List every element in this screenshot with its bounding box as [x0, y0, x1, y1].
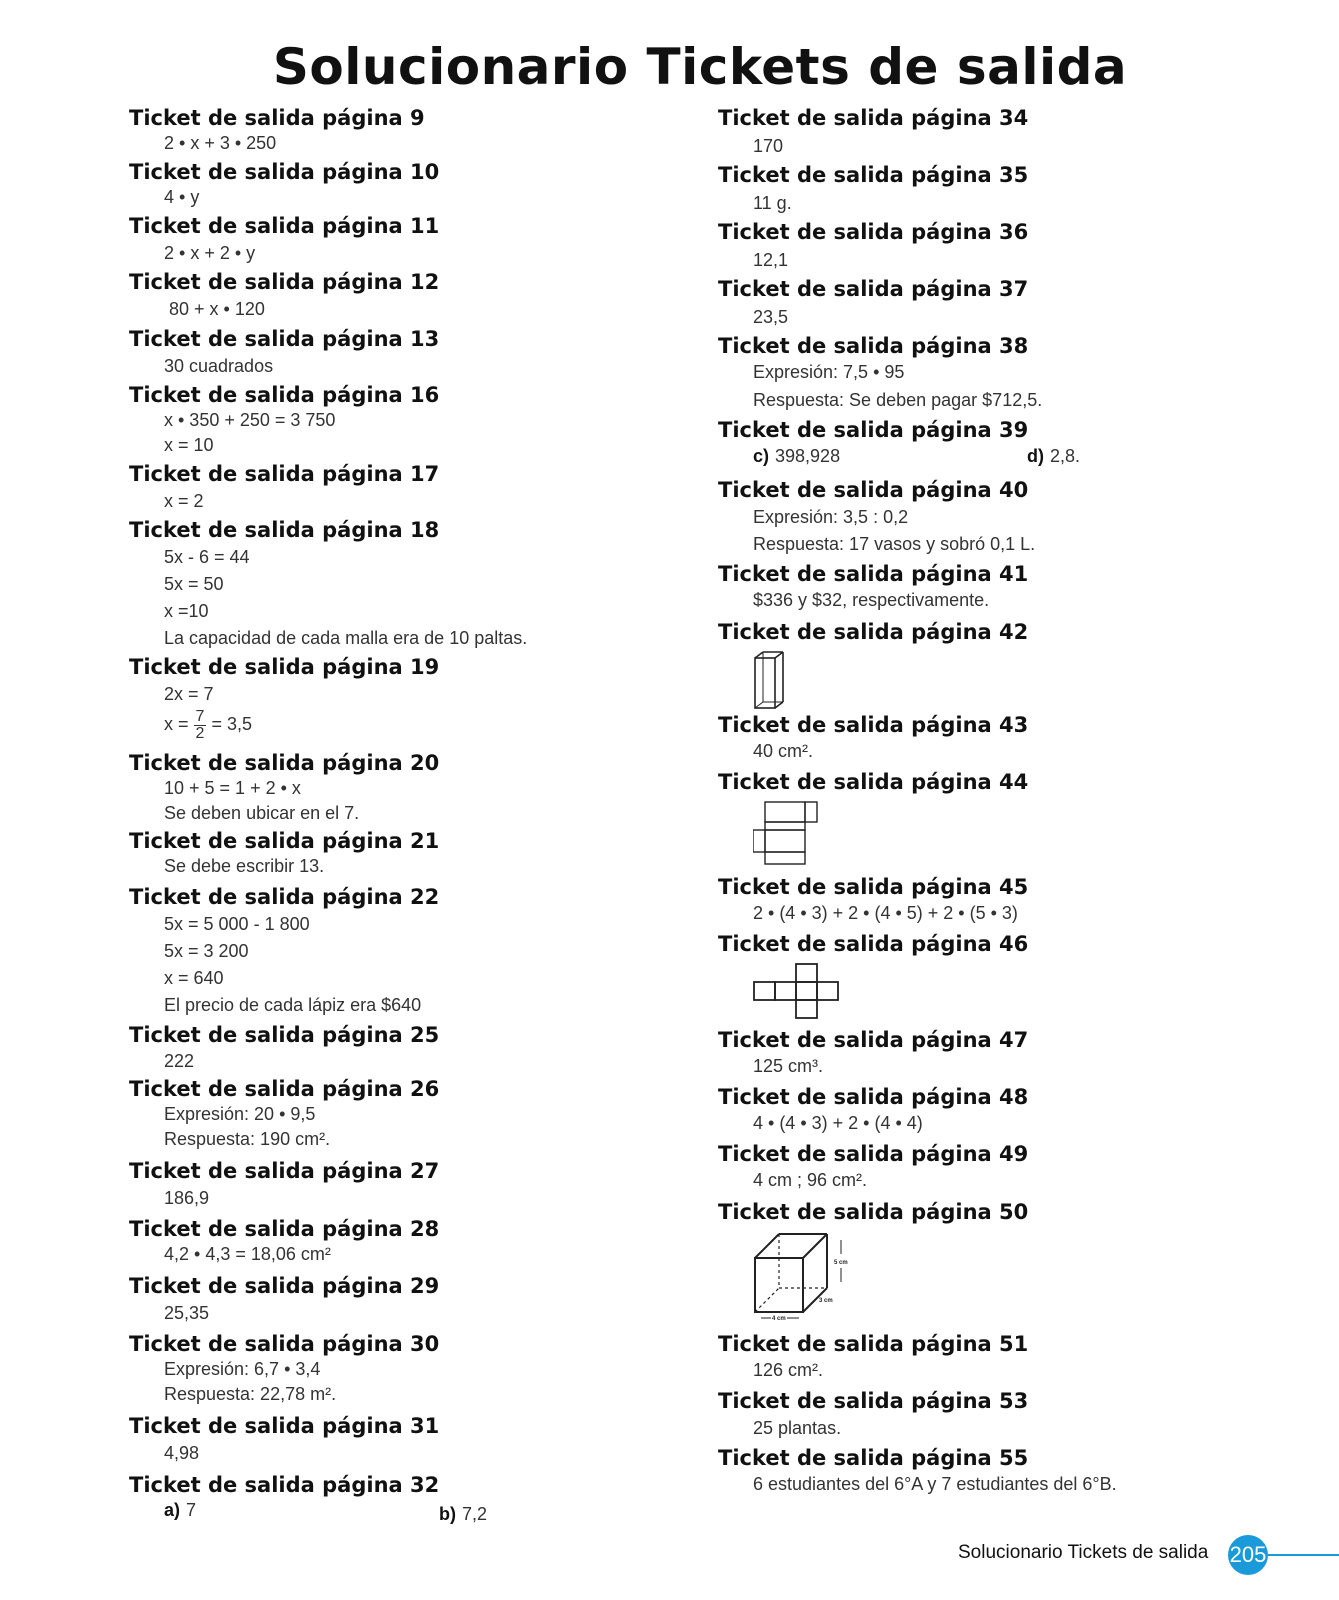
ticket-heading: Ticket de salida página 41	[718, 562, 1029, 586]
ticket-heading: Ticket de salida página 31	[129, 1414, 440, 1438]
ticket-p20	[129, 749, 689, 823]
answer-line: 2 • (4 • 3) + 2 • (4 • 5) + 2 • (5 • 3)	[753, 903, 1018, 923]
answer-line: 6 estudiantes del 6°A y 7 estudiantes del 6°B.	[753, 1474, 1117, 1494]
answer-pair	[164, 1499, 196, 1521]
ticket-p36	[718, 218, 1278, 270]
ticket-p39	[718, 416, 1278, 466]
ticket-heading: Ticket de salida página 48	[718, 1085, 1029, 1109]
item-label: a)	[164, 1500, 181, 1520]
ticket-heading: Ticket de salida página 13	[129, 327, 440, 351]
ticket-heading: Ticket de salida página 44	[718, 770, 1029, 794]
answer-line: Se debe escribir 13.	[164, 856, 325, 876]
ticket-p11	[129, 212, 689, 263]
answer-line: 4 cm ; 96 cm².	[753, 1170, 868, 1190]
cuboid-dimensions-icon	[753, 1228, 857, 1328]
ticket-heading: Ticket de salida página 50	[718, 1200, 1029, 1224]
ticket-heading: Ticket de salida página 26	[129, 1077, 440, 1101]
ticket-p13	[129, 325, 689, 376]
item-value: 2,8.	[1050, 446, 1081, 466]
answer-line: 170	[753, 136, 784, 156]
answer-line: 2 • x + 2 • y	[164, 243, 256, 263]
ticket-heading: Ticket de salida página 9	[129, 106, 425, 130]
answer-line: 12,1	[753, 250, 789, 270]
item-label: c)	[753, 446, 770, 466]
answer-line: Respuesta: 22,78 m².	[164, 1384, 337, 1404]
ticket-heading: Ticket de salida página 17	[129, 462, 440, 486]
answer-line: 186,9	[164, 1188, 210, 1208]
ticket-p10	[129, 158, 689, 207]
item-value: 7,2	[462, 1504, 488, 1524]
fraction	[194, 709, 207, 742]
answer-line: La capacidad de cada malla era de 10 paltas.	[164, 628, 528, 648]
ticket-p42	[718, 618, 1278, 646]
answer-line: 222	[164, 1051, 195, 1071]
ticket-p37	[718, 275, 1278, 327]
prism-net-icon	[753, 800, 819, 872]
ticket-p27	[129, 1157, 689, 1208]
ticket-heading: Ticket de salida página 28	[129, 1217, 440, 1241]
ticket-p44	[718, 768, 1278, 796]
ticket-heading: Ticket de salida página 25	[129, 1023, 440, 1047]
ticket-p47	[718, 1026, 1278, 1076]
fraction-suffix: = 3,5	[211, 714, 252, 734]
answer-line: 80 + x • 120	[169, 299, 265, 319]
answer-line: 11 g.	[753, 193, 792, 213]
ticket-p48	[718, 1083, 1278, 1133]
answer-line: Respuesta: 190 cm².	[164, 1129, 331, 1149]
ticket-heading: Ticket de salida página 19	[129, 655, 440, 679]
answer-line: 25 plantas.	[753, 1418, 842, 1438]
ticket-p25	[129, 1021, 689, 1071]
answer-line: El precio de cada lápiz era $640	[164, 995, 422, 1015]
answer-line: x = 10	[164, 435, 214, 455]
answer-line: Respuesta: Se deben pagar $712,5.	[753, 390, 1043, 410]
ticket-p35	[718, 161, 1278, 213]
ticket-p55	[718, 1444, 1278, 1494]
width-label: 4 cm	[772, 1316, 786, 1322]
ticket-heading: Ticket de salida página 45	[718, 875, 1029, 899]
fraction-denominator: 2	[195, 724, 205, 742]
answer-line: 126 cm².	[753, 1360, 824, 1380]
ticket-heading: Ticket de salida página 38	[718, 334, 1029, 358]
answer-line: 5x - 6 = 44	[164, 547, 250, 567]
ticket-heading: Ticket de salida página 55	[718, 1446, 1029, 1470]
ticket-p12	[129, 268, 689, 319]
answer-line: Expresión: 6,7 • 3,4	[164, 1359, 321, 1379]
ticket-heading: Ticket de salida página 12	[129, 270, 440, 294]
ticket-p51	[718, 1330, 1278, 1380]
cube-net-icon	[753, 962, 843, 1026]
page-number: 205	[1228, 1535, 1268, 1575]
ticket-p28	[129, 1215, 689, 1264]
ticket-heading: Ticket de salida página 29	[129, 1274, 440, 1298]
ticket-heading: Ticket de salida página 40	[718, 478, 1029, 502]
ticket-p41	[718, 560, 1278, 610]
ticket-heading: Ticket de salida página 22	[129, 885, 440, 909]
answer-line: x =10	[164, 601, 209, 621]
ticket-p19	[129, 653, 689, 742]
ticket-p16	[129, 381, 689, 455]
ticket-p50	[718, 1198, 1278, 1322]
answer-line: 4,98	[164, 1443, 200, 1463]
ticket-p22	[129, 883, 689, 1015]
ticket-heading: Ticket de salida página 39	[718, 418, 1029, 442]
ticket-p26	[129, 1075, 689, 1149]
fraction-numerator: 7	[195, 707, 205, 725]
ticket-heading: Ticket de salida página 20	[129, 751, 440, 775]
answer-line: $336 y $32, respectivamente.	[753, 590, 990, 610]
answer-line: 2x = 7	[164, 684, 214, 704]
answer-line: 125 cm³.	[753, 1056, 824, 1076]
ticket-heading: Ticket de salida página 51	[718, 1332, 1029, 1356]
ticket-p40	[718, 476, 1278, 554]
page-number-bar	[1268, 1554, 1339, 1556]
ticket-heading: Ticket de salida página 10	[129, 160, 440, 184]
ticket-p45	[718, 873, 1278, 923]
answer-pair	[439, 1503, 487, 1525]
ticket-heading: Ticket de salida página 11	[129, 214, 440, 238]
ticket-heading: Ticket de salida página 18	[129, 518, 440, 542]
ticket-heading: Ticket de salida página 46	[718, 932, 1029, 956]
item-value: 398,928	[775, 446, 841, 466]
answer-line: 40 cm².	[753, 741, 814, 761]
ticket-p17	[129, 460, 689, 511]
ticket-heading: Ticket de salida página 34	[718, 106, 1029, 130]
item-value: 7	[186, 1500, 197, 1520]
ticket-heading: Ticket de salida página 49	[718, 1142, 1029, 1166]
answer-line: Se deben ubicar en el 7.	[164, 803, 360, 823]
ticket-p43	[718, 711, 1278, 761]
ticket-p34	[718, 104, 1278, 156]
ticket-p49	[718, 1140, 1278, 1190]
item-label: b)	[439, 1504, 456, 1524]
answer-line: 25,35	[164, 1303, 210, 1323]
answer-line: 10 + 5 = 1 + 2 • x	[164, 778, 301, 798]
ticket-p32	[129, 1471, 689, 1524]
answer-line: x = 2	[164, 491, 204, 511]
answer-line: 23,5	[753, 307, 789, 327]
page-title: Solucionario Tickets de salida	[272, 38, 1128, 96]
ticket-heading: Ticket de salida página 53	[718, 1389, 1029, 1413]
ticket-heading: Ticket de salida página 27	[129, 1159, 440, 1183]
fraction-prefix: x =	[164, 714, 189, 734]
footer-section-title: Solucionario Tickets de salida	[958, 1542, 1209, 1563]
answer-line: x = 640	[164, 968, 224, 988]
answer-pair	[1027, 445, 1080, 467]
ticket-heading: Ticket de salida página 30	[129, 1332, 440, 1356]
answer-line: 2 • x + 3 • 250	[164, 133, 277, 153]
ticket-p29	[129, 1272, 689, 1323]
ticket-p18	[129, 516, 689, 648]
ticket-p21	[129, 827, 689, 876]
ticket-p46	[718, 930, 1278, 958]
answer-line: 30 cuadrados	[164, 356, 274, 376]
ticket-p38	[718, 332, 1278, 410]
ticket-heading: Ticket de salida página 32	[129, 1473, 440, 1497]
ticket-p9	[129, 104, 689, 153]
depth-label: 3 cm	[819, 1298, 833, 1304]
answer-pair	[753, 445, 840, 467]
ticket-heading: Ticket de salida página 37	[718, 277, 1029, 301]
answer-line: 5x = 5 000 - 1 800	[164, 914, 310, 934]
ticket-p53	[718, 1387, 1278, 1438]
answer-line: 4 • (4 • 3) + 2 • (4 • 4)	[753, 1113, 923, 1133]
answer-line: 5x = 3 200	[164, 941, 249, 961]
height-label: 5 cm	[834, 1260, 848, 1266]
ticket-heading: Ticket de salida página 35	[718, 163, 1029, 187]
answer-line: 4 • y	[164, 187, 200, 207]
fraction-line	[164, 704, 252, 744]
answer-line: 4,2 • 4,3 = 18,06 cm²	[164, 1244, 331, 1264]
ticket-heading: Ticket de salida página 43	[718, 713, 1029, 737]
answer-line: Respuesta: 17 vasos y sobró 0,1 L.	[753, 534, 1036, 554]
ticket-p30	[129, 1330, 689, 1404]
rectangular-prism-icon	[753, 650, 789, 714]
answer-line: Expresión: 7,5 • 95	[753, 362, 905, 382]
ticket-p31	[129, 1412, 689, 1463]
ticket-heading: Ticket de salida página 36	[718, 220, 1029, 244]
answer-line: Expresión: 3,5 : 0,2	[753, 507, 909, 527]
answer-line: Expresión: 20 • 9,5	[164, 1104, 316, 1124]
ticket-heading: Ticket de salida página 16	[129, 383, 440, 407]
answer-line: 5x = 50	[164, 574, 224, 594]
ticket-heading: Ticket de salida página 42	[718, 620, 1029, 644]
answer-line: x • 350 + 250 = 3 750	[164, 410, 336, 430]
ticket-heading: Ticket de salida página 21	[129, 829, 440, 853]
ticket-heading: Ticket de salida página 47	[718, 1028, 1029, 1052]
item-label: d)	[1027, 446, 1044, 466]
